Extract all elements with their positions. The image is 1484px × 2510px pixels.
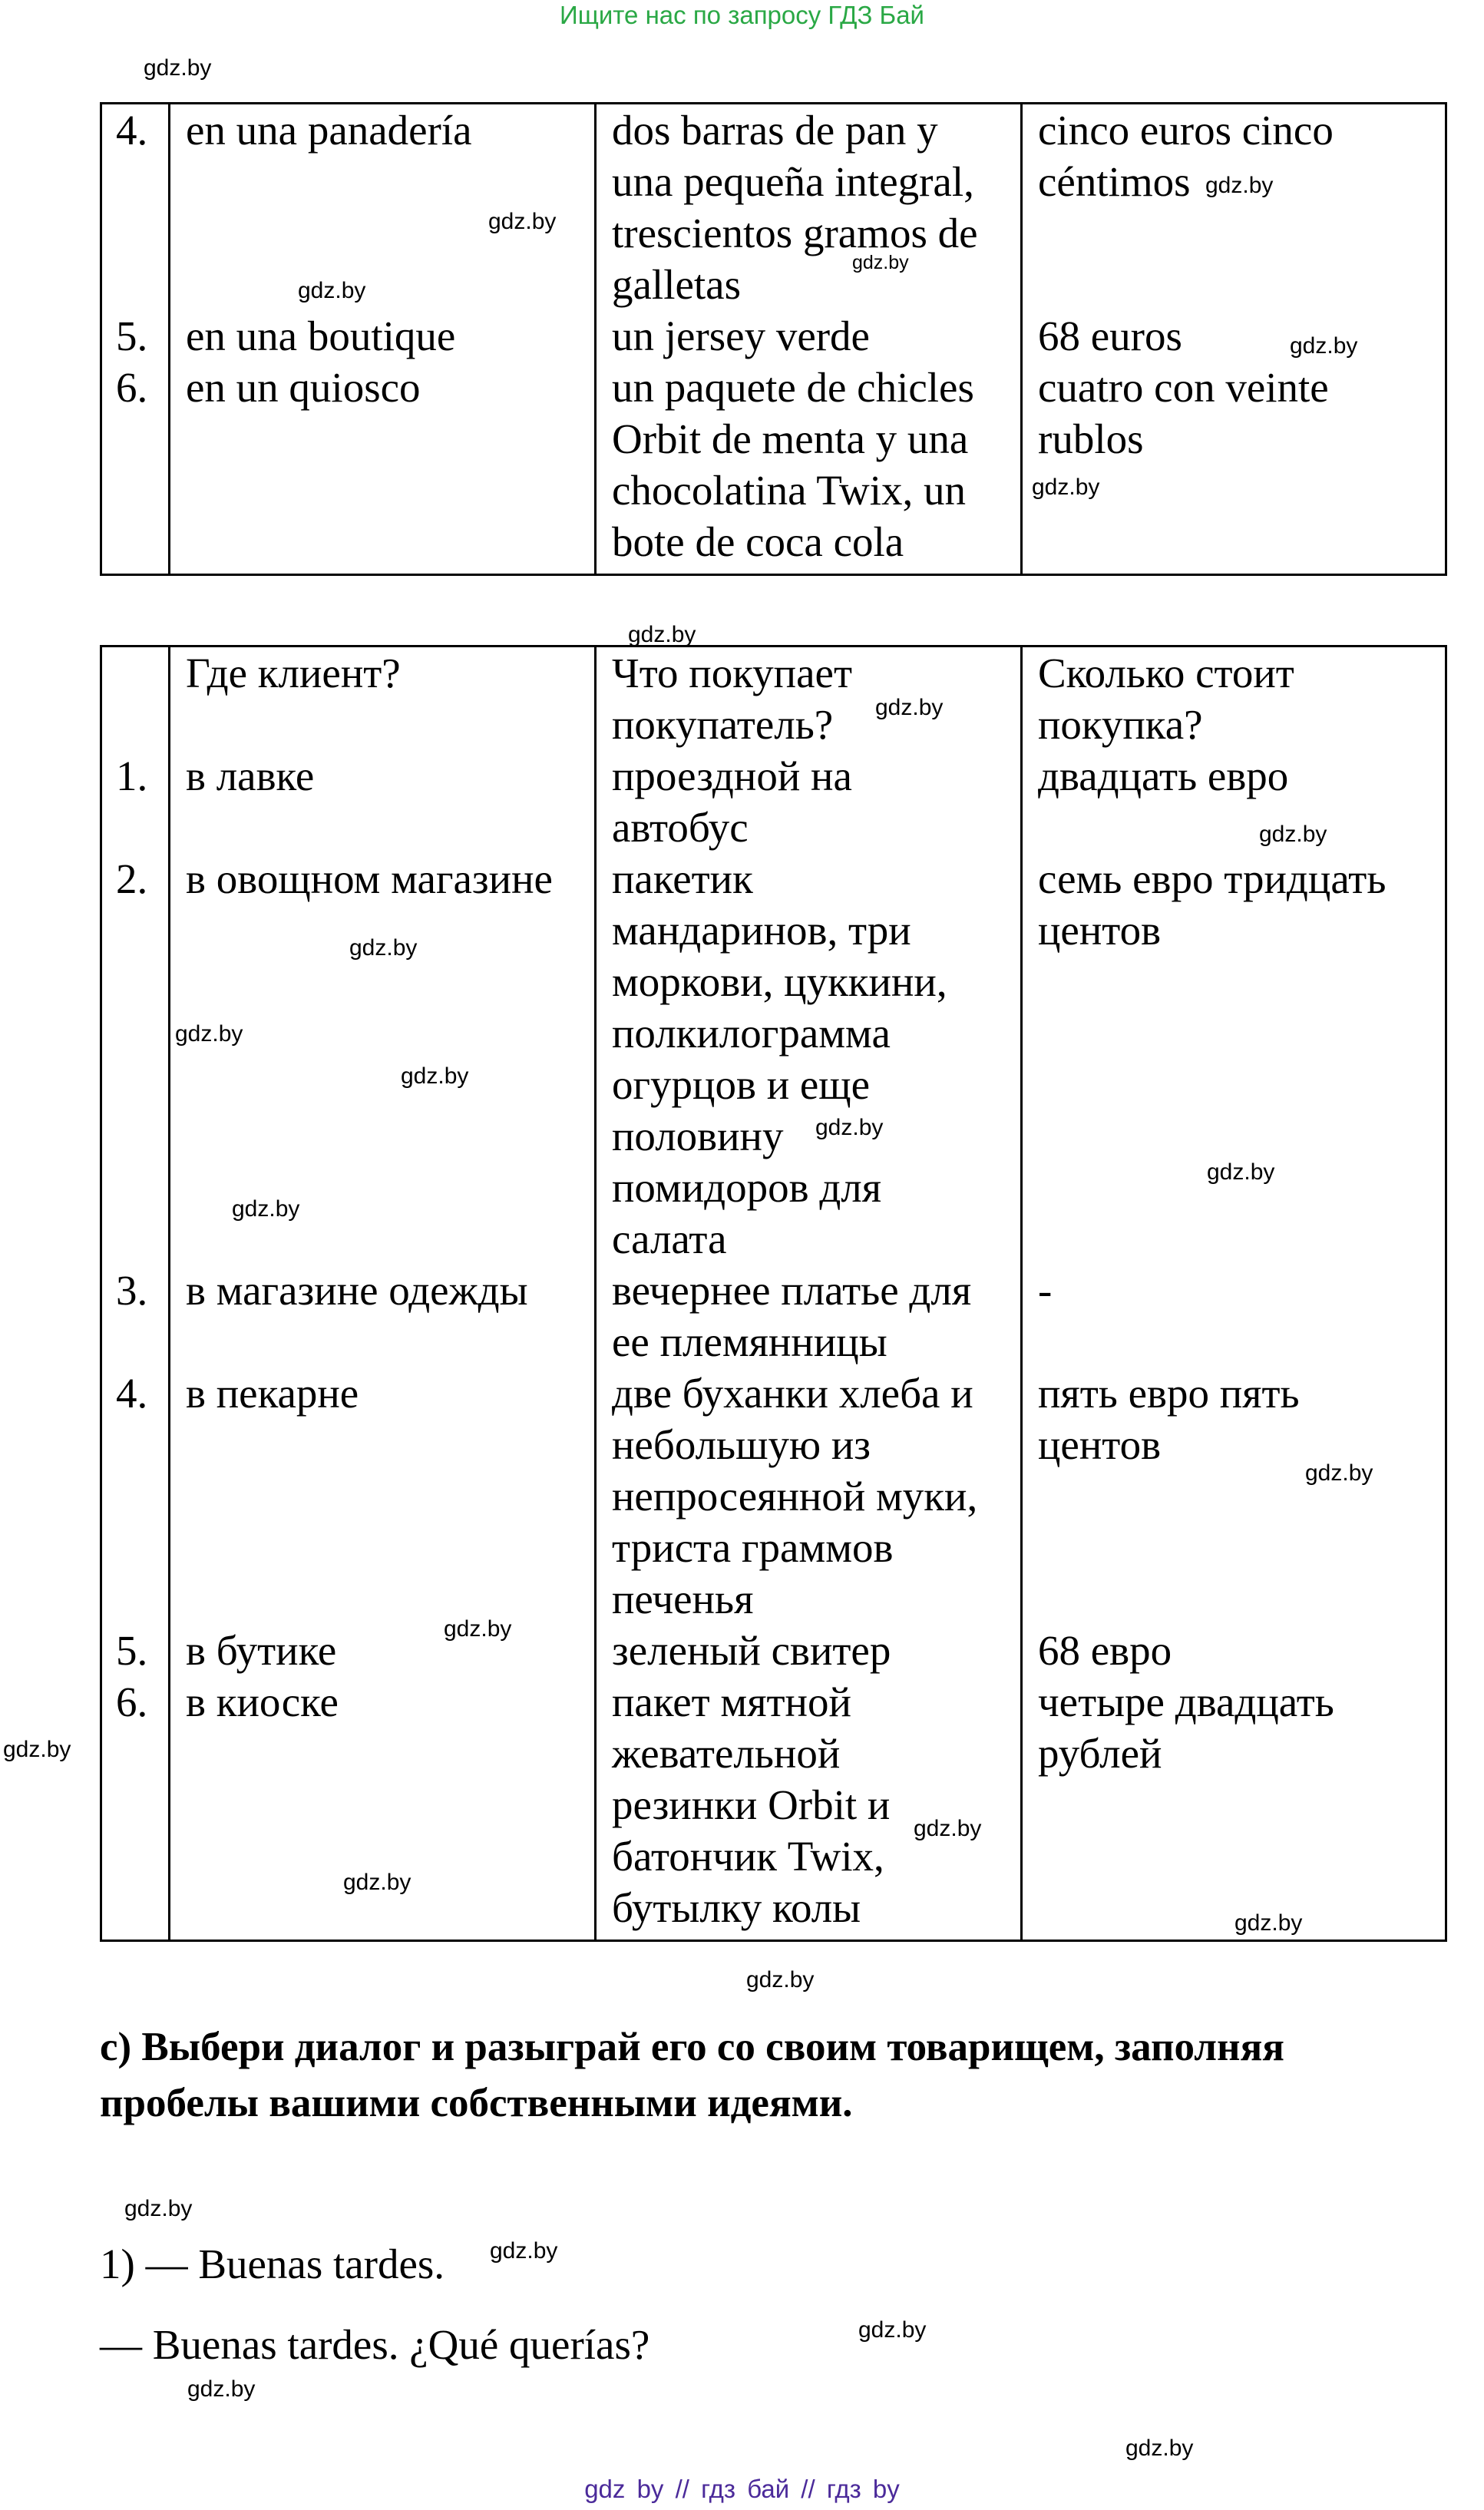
item-cell	[596, 647, 1022, 1941]
place-text	[186, 1779, 594, 1830]
item-text: un jersey verde	[612, 313, 870, 359]
place-text	[186, 1728, 594, 1779]
watermark[interactable]: gdz.by	[1207, 1159, 1275, 1185]
watermark[interactable]: gdz.by	[815, 1115, 884, 1140]
price-text: -	[1038, 1267, 1053, 1314]
place-text	[186, 1470, 594, 1522]
place-text	[186, 413, 594, 465]
watermark[interactable]: gdz.by	[488, 209, 557, 234]
item-text: моркови, цуккини,	[612, 958, 947, 1005]
item-text: две буханки хлеба и	[612, 1370, 973, 1417]
price-text: céntimos	[1038, 158, 1191, 205]
item-text: салата	[612, 1215, 727, 1262]
row-number	[116, 1522, 168, 1573]
place-text: en un quiosco	[186, 364, 421, 411]
row-number	[116, 207, 168, 259]
place-cell	[170, 647, 596, 1941]
price-text: rublos	[1038, 415, 1144, 462]
watermark[interactable]: gdz.by	[1305, 1460, 1373, 1486]
item-text: помидоров для	[612, 1164, 882, 1211]
item-text: бутылку колы	[612, 1884, 861, 1931]
row-number	[116, 1830, 168, 1882]
price-text: центов	[1038, 1421, 1162, 1468]
item-text: Что покупает	[612, 650, 852, 696]
item-text: печенья	[612, 1576, 754, 1622]
place-text	[186, 1059, 594, 1110]
row-number: 6.	[116, 1678, 148, 1725]
row-number	[116, 1728, 168, 1779]
item-text: Orbit de menta y una	[612, 415, 969, 462]
item-text: небольшую из	[612, 1421, 871, 1468]
item-text: galletas	[612, 261, 741, 308]
row-number	[116, 259, 168, 310]
watermark[interactable]: gdz.by	[401, 1063, 469, 1089]
price-text: двадцать евро	[1038, 752, 1289, 799]
watermark[interactable]: gdz.by	[1290, 333, 1358, 359]
watermark[interactable]: gdz.by	[1259, 822, 1327, 847]
row-number	[116, 802, 168, 853]
place-text: в пекарне	[186, 1370, 359, 1417]
watermark[interactable]: gdz.by	[175, 1021, 243, 1047]
price-cell	[1022, 647, 1446, 1941]
item-text: половину	[612, 1113, 784, 1159]
item-cell	[596, 104, 1022, 575]
watermark[interactable]: gdz.by	[349, 935, 418, 961]
row-number	[116, 956, 168, 1007]
price-text	[1038, 1316, 1445, 1367]
place-text	[186, 156, 594, 207]
place-text: в овощном магазине	[186, 855, 553, 902]
item-text: вечернее платье для	[612, 1267, 972, 1314]
watermark[interactable]: gdz.by	[875, 695, 944, 720]
price-text	[1038, 1059, 1445, 1110]
place-cell	[170, 104, 596, 575]
price-text	[1038, 802, 1445, 853]
dialog-line-2: — Buenas tardes. ¿Qué querías?	[100, 2321, 650, 2368]
price-text	[1038, 1213, 1445, 1265]
row-number: 5.	[116, 313, 148, 359]
price-text	[1038, 1110, 1445, 1162]
price-text	[1038, 207, 1445, 259]
item-text: зеленый свитер	[612, 1627, 891, 1674]
watermark[interactable]: gdz.by	[3, 1737, 71, 1762]
place-text	[186, 259, 594, 310]
price-text: cinco euros cinco	[1038, 107, 1334, 154]
price-text	[1038, 1830, 1445, 1882]
place-text: в киоске	[186, 1678, 339, 1725]
item-text: жевательной	[612, 1730, 841, 1777]
row-number: 5.	[116, 1627, 148, 1674]
price-text: cuatro con veinte	[1038, 364, 1329, 411]
place-text: Где клиент?	[186, 650, 401, 696]
row-number: 4.	[116, 107, 148, 154]
table-row	[101, 647, 1446, 1941]
price-text: рублей	[1038, 1730, 1162, 1777]
watermark[interactable]: gdz.by	[232, 1196, 300, 1222]
watermark[interactable]: gdz.by	[628, 622, 696, 647]
row-number	[116, 516, 168, 567]
item-text: пакет мятной	[612, 1678, 851, 1725]
item-text: bote de coca cola	[612, 518, 904, 565]
watermark[interactable]: gdz.by	[1125, 2436, 1194, 2461]
price-text	[1038, 1573, 1445, 1625]
watermark[interactable]: gdz.by	[914, 1816, 982, 1841]
row-number: 1.	[116, 752, 148, 799]
watermark[interactable]: gdz.by	[144, 55, 212, 81]
item-text: dos barras de pan y	[612, 107, 938, 154]
row-number	[116, 1007, 168, 1059]
top-banner[interactable]: Ищите нас по запросу ГДЗ Бай	[560, 1, 924, 29]
item-text: полкилограмма	[612, 1010, 891, 1057]
watermark[interactable]: gdz.by	[746, 1967, 815, 1992]
watermark[interactable]: gdz.by	[490, 2238, 558, 2264]
price-text	[1038, 1779, 1445, 1830]
price-text: покупка?	[1038, 701, 1203, 748]
price-text	[1038, 956, 1445, 1007]
place-text	[186, 1419, 594, 1470]
place-text	[186, 1522, 594, 1573]
watermark[interactable]: gdz.by	[343, 1870, 411, 1895]
item-text: мандаринов, три	[612, 907, 911, 954]
price-text: семь евро тридцать	[1038, 855, 1386, 902]
item-text: триста граммов	[612, 1524, 894, 1571]
item-text: батончик Twix,	[612, 1833, 884, 1880]
watermark[interactable]: gdz.by	[298, 278, 366, 303]
price-text: четыре двадцать	[1038, 1678, 1334, 1725]
watermark[interactable]: gdz.by	[1032, 475, 1100, 500]
watermark[interactable]: gdz.by	[187, 2376, 256, 2402]
place-text	[186, 699, 594, 750]
place-text	[186, 1110, 594, 1162]
row-number	[116, 1779, 168, 1830]
place-text	[186, 465, 594, 516]
item-text: непросеянной муки,	[612, 1473, 978, 1520]
item-text: покупатель?	[612, 701, 834, 748]
footer-links[interactable]: gdz by // гдз бай // гдз by	[584, 2475, 900, 2503]
row-number	[116, 1213, 168, 1265]
item-text: ее племянницы	[612, 1318, 887, 1365]
price-text: пять евро пять	[1038, 1370, 1300, 1417]
watermark[interactable]: gdz.by	[852, 252, 909, 273]
row-number: 6.	[116, 364, 148, 411]
watermark[interactable]: gdz.by	[124, 2196, 193, 2221]
item-text: резинки Orbit и	[612, 1781, 891, 1828]
row-number: 4.	[116, 1370, 148, 1417]
place-text: en una boutique	[186, 313, 456, 359]
price-text	[1038, 1470, 1445, 1522]
place-text	[186, 802, 594, 853]
row-number	[116, 1059, 168, 1110]
row-number	[116, 156, 168, 207]
row-number: 3.	[116, 1267, 148, 1314]
item-text: chocolatina Twix, un	[612, 467, 967, 514]
row-number: 2.	[116, 855, 148, 902]
item-text: trescientos gramos de	[612, 210, 978, 256]
number-cell	[101, 647, 170, 1941]
item-text: проездной на	[612, 752, 852, 799]
price-text	[1038, 1522, 1445, 1573]
row-number	[116, 647, 168, 699]
price-text: Сколько стоит	[1038, 650, 1294, 696]
number-cell	[101, 104, 170, 575]
place-text	[186, 1573, 594, 1625]
price-text	[1038, 516, 1445, 567]
dialog-line-1: 1) — Buenas tardes.	[100, 2240, 445, 2287]
place-text	[186, 956, 594, 1007]
place-text: в лавке	[186, 752, 315, 799]
price-text: 68 euros	[1038, 313, 1182, 359]
place-text	[186, 1007, 594, 1059]
price-text	[1038, 259, 1445, 310]
watermark[interactable]: gdz.by	[444, 1616, 512, 1642]
item-text: автобус	[612, 804, 749, 851]
task-heading: с) Выбери диалог и разыграй его со своим товарищем, заполняя пробелы вашими собственными идеями.	[100, 2025, 1284, 2125]
row-number	[116, 413, 168, 465]
row-number	[116, 1882, 168, 1933]
place-text	[186, 1316, 594, 1367]
row-number	[116, 465, 168, 516]
watermark[interactable]: gdz.by	[1205, 173, 1274, 198]
price-text	[1038, 1007, 1445, 1059]
item-text: пакетик	[612, 855, 753, 902]
row-number	[116, 1162, 168, 1213]
watermark[interactable]: gdz.by	[1234, 1910, 1303, 1936]
row-number	[116, 1110, 168, 1162]
price-text: центов	[1038, 907, 1162, 954]
row-number	[116, 1573, 168, 1625]
place-text: в бутике	[186, 1627, 337, 1674]
item-text: un paquete de chicles	[612, 364, 974, 411]
place-text: en una panadería	[186, 107, 472, 154]
russian-purchases-table	[100, 645, 1447, 1942]
row-number	[116, 904, 168, 956]
row-number	[116, 1419, 168, 1470]
price-text: 68 евро	[1038, 1627, 1172, 1674]
row-number	[116, 1316, 168, 1367]
place-text	[186, 516, 594, 567]
row-number	[116, 1470, 168, 1522]
item-text: una pequeña integral,	[612, 158, 974, 205]
place-text: в магазине одежды	[186, 1267, 528, 1314]
item-text: огурцов и еще	[612, 1061, 871, 1108]
watermark[interactable]: gdz.by	[858, 2317, 927, 2343]
row-number	[116, 699, 168, 750]
